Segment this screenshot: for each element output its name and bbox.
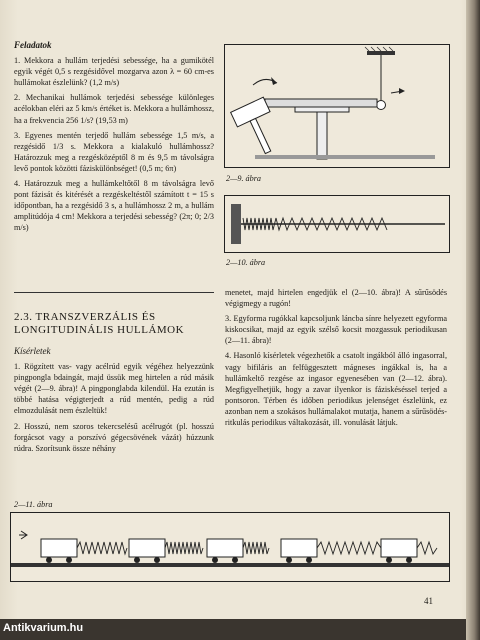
right-paragraph-3: 4. Hasonló kísérletek végezhetők a csatolt ingákból álló ingasorral, vagy bifiláris an felfüggesztett mágneses ingákkal is, ha a hullámkeltő rezgése az ingasor egyenesében van (2—12. ábra). Megfigyelhetjük, hogy a zavar ilyenkor is fáziskéséssel terjed a pontsoron. Térben és időben periodikus jelenséget észlelünk, ez azonban nem a szokásos hullámalakot mutatja, hanem a sűrűsödés-ritkulás periodikus váltakozását, ill. vonulását látjuk. [225, 351, 447, 428]
tasks-column [14, 40, 214, 238]
experiment-1: 1. Rögzített vas- vagy acélrúd egyik végéhez helyezzünk pingpongla bdaingát, majd üssük meg hirtelen a rúd másik végét (2—9. ábra)! A pingponglabda kilendül. Ha ezután is többé hatása végigterjedt a rúd mentén, pedig a rúd elmozdulását nem észleltük! [14, 362, 214, 416]
fig-2-10-caption: 2—10. ábra [226, 258, 266, 267]
carts-springs-diagram [11, 513, 449, 581]
experiments-heading: Kísérletek [14, 346, 51, 356]
divider-rule [14, 292, 214, 293]
task-4: 4. Határozzuk meg a hullámkeltőtől 8 m távolságra levő pont fázisát és kitérését a rezgéskeltéstől számított t = 15 s időpontban, ha a rezgésidő 3 s, a hullámhossz 2 m, a hullám amplitúdója 4 cm! Mekkora a terjedési sebesség? (2π; 0; 2/3 m/s) [14, 179, 214, 233]
hammer-rod-diagram [225, 45, 449, 167]
experiment-2: 2. Hosszú, nem szoros tekercselésű acélrugót (pl. hosszú forgácsot vagy a porszívó gégecsövének vázát) húzzunk rúdra. Szorítsunk össze néhány [14, 421, 214, 453]
fig-2-9-caption: 2—9. ábra [226, 174, 262, 183]
book-spine-edge [466, 0, 480, 640]
figure-2-9 [224, 44, 450, 168]
experiments-column [14, 346, 214, 458]
task-2: 2. Mechanikai hullámok terjedési sebessége különleges acélokban eléri az 5 km/s értéket is. Mekkora a hullámhossz, ha a frekvencia 256 1/s? (19,53 m) [14, 93, 214, 125]
figure-2-10 [224, 195, 450, 253]
fig-2-11-caption: 2—11. ábra [14, 500, 53, 509]
page-number: 41 [424, 596, 433, 606]
task-1: 1. Mekkora a hullám terjedési sebessége, ha a gumikötél egyik végét 0,5 s rezgésidővel mozgarva azon λ = 60 cm-es hullámokat észlelünk? (1,2 m/s) [14, 56, 214, 88]
spring-on-rod-diagram [225, 196, 449, 252]
figure-2-11 [10, 512, 450, 582]
section-title-line1: 2.3. TRANSZVERZÁLIS ÉS [14, 311, 156, 323]
task-3: 3. Egyenes mentén terjedő hullám sebessége 1,5 m/s, a rezgésidő 1/3 s. Mekkora a kialakuló hullámhossz? Határozzuk meg a rezgésközéptől 8 m és 9,5 m távolságra levő pontok közötti fáziskülönbséget! (0,5 m; 6π) [14, 130, 214, 173]
right-text-column [225, 287, 447, 432]
right-paragraph-1: menetet, majd hirtelen engedjük el (2—10. ábra)! A sűrűsödés végigmegy a rugón! [225, 288, 447, 309]
tasks-heading: Feladatok [14, 40, 52, 50]
watermark-text: Antikvarium.hu [3, 622, 84, 634]
section-title [14, 311, 184, 337]
section-title-line2: LONGITUDINÁLIS HULLÁMOK [14, 324, 185, 336]
right-paragraph-2: 3. Egyforma rugókkal kapcsoljunk láncba sínre helyezett egyforma kiskocsikat, majd az egyik szélső kocsit mozgassuk periodikusan (2—11. ábra)! [225, 314, 447, 346]
